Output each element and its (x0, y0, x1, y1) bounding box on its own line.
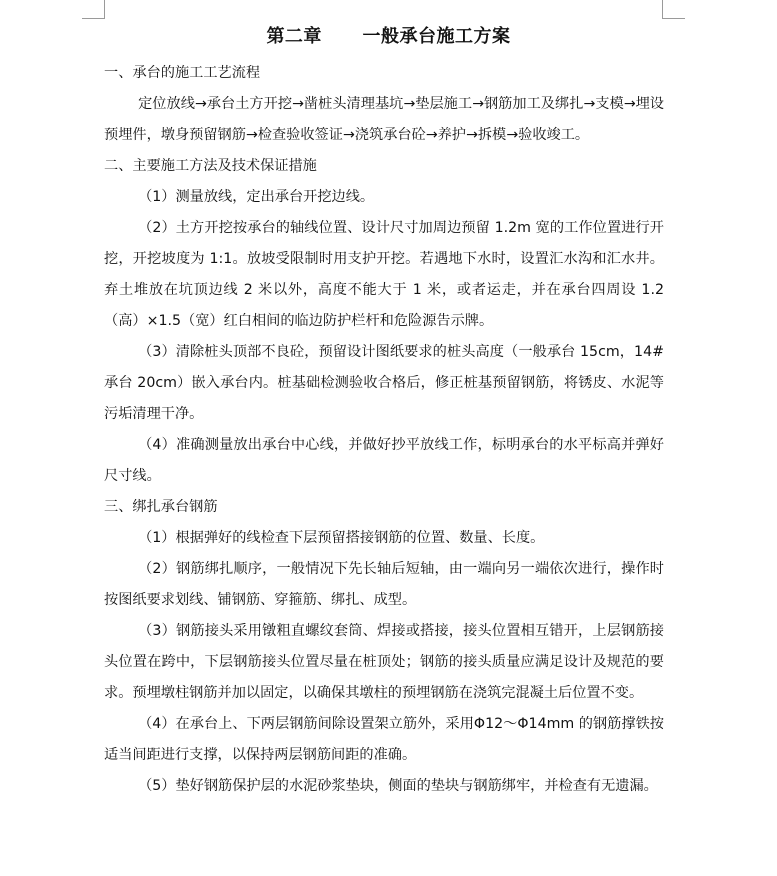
paragraph: （2）钢筋绑扎顺序，一般情况下先长轴后短轴，由一端向另一端依次进行，操作时按图纸要求划线、铺钢筋、穿箍筋、绑扎、成型。 (104, 561, 664, 608)
paragraph: （4）准确测量放出承台中心线，并做好抄平放线工作，标明承台的水平标高并弹好尺寸线。 (104, 437, 664, 484)
paragraph: （5）垫好钢筋保护层的水泥砂浆垫块，侧面的垫块与钢筋绑牢，并检查有无遗漏。 (138, 778, 658, 794)
crop-mark-top-left (82, 0, 105, 19)
paragraph: （1）测量放线，定出承台开挖边线。 (138, 189, 375, 205)
paragraph: （4）在承台上、下两层钢筋间除设置架立筋外，采用Φ12～Φ14mm 的钢筋撑铁按适当间距进行支撑，以保持两层钢筋间距的准确。 (104, 716, 664, 763)
paragraph: （3）钢筋接头采用镦粗直螺纹套筒、焊接或搭接，接头位置相互错开，上层钢筋接头位置在跨中，下层钢筋接头位置尽量在桩顶处；钢筋的接头质量应满足设计及规范的要求。预埋墩柱钢筋并加以固定，以确保其墩柱的预埋钢筋在浇筑完混凝土后位置不变。 (104, 623, 664, 701)
paragraph: （2）土方开挖按承台的轴线位置、设计尺寸加周边预留 1.2m 宽的工作位置进行开挖，开挖坡度为 1:1。放坡受限制时用支护开挖。若遇地下水时，设置汇水沟和汇水井。弃土堆放在坑顶边线 2 米以外，高度不能大于 1 米，或者运走，并在承台四周设 1.2（高）×1.5（宽）红白相间的临边防护栏杆和危险源告示牌。 (104, 220, 664, 329)
section-heading: 一、承台的施工工艺流程 (104, 65, 261, 81)
paragraph: 定位放线→承台土方开挖→凿桩头清理基坑→垫层施工→钢筋加工及绑扎→支模→埋设预埋件，墩身预留钢筋→检查验收签证→浇筑承台砼→养护→拆模→验收竣工。 (104, 96, 664, 143)
document-body (104, 58, 664, 802)
paragraph: （1）根据弹好的线检查下层预留搭接钢筋的位置、数量、长度。 (138, 530, 545, 546)
section-heading: 三、绑扎承台钢筋 (104, 499, 218, 515)
page-title: 第二章 一般承台施工方案 (266, 26, 511, 47)
section-heading: 二、主要施工方法及技术保证措施 (104, 158, 317, 174)
paragraph: （3）清除桩头顶部不良砼，预留设计图纸要求的桩头高度（一般承台 15cm，14#承台 20cm）嵌入承台内。桩基础检测验收合格后，修正桩基预留钢筋，将锈皮、水泥等污垢清理干净。 (104, 344, 664, 422)
crop-mark-top-right (662, 0, 685, 19)
